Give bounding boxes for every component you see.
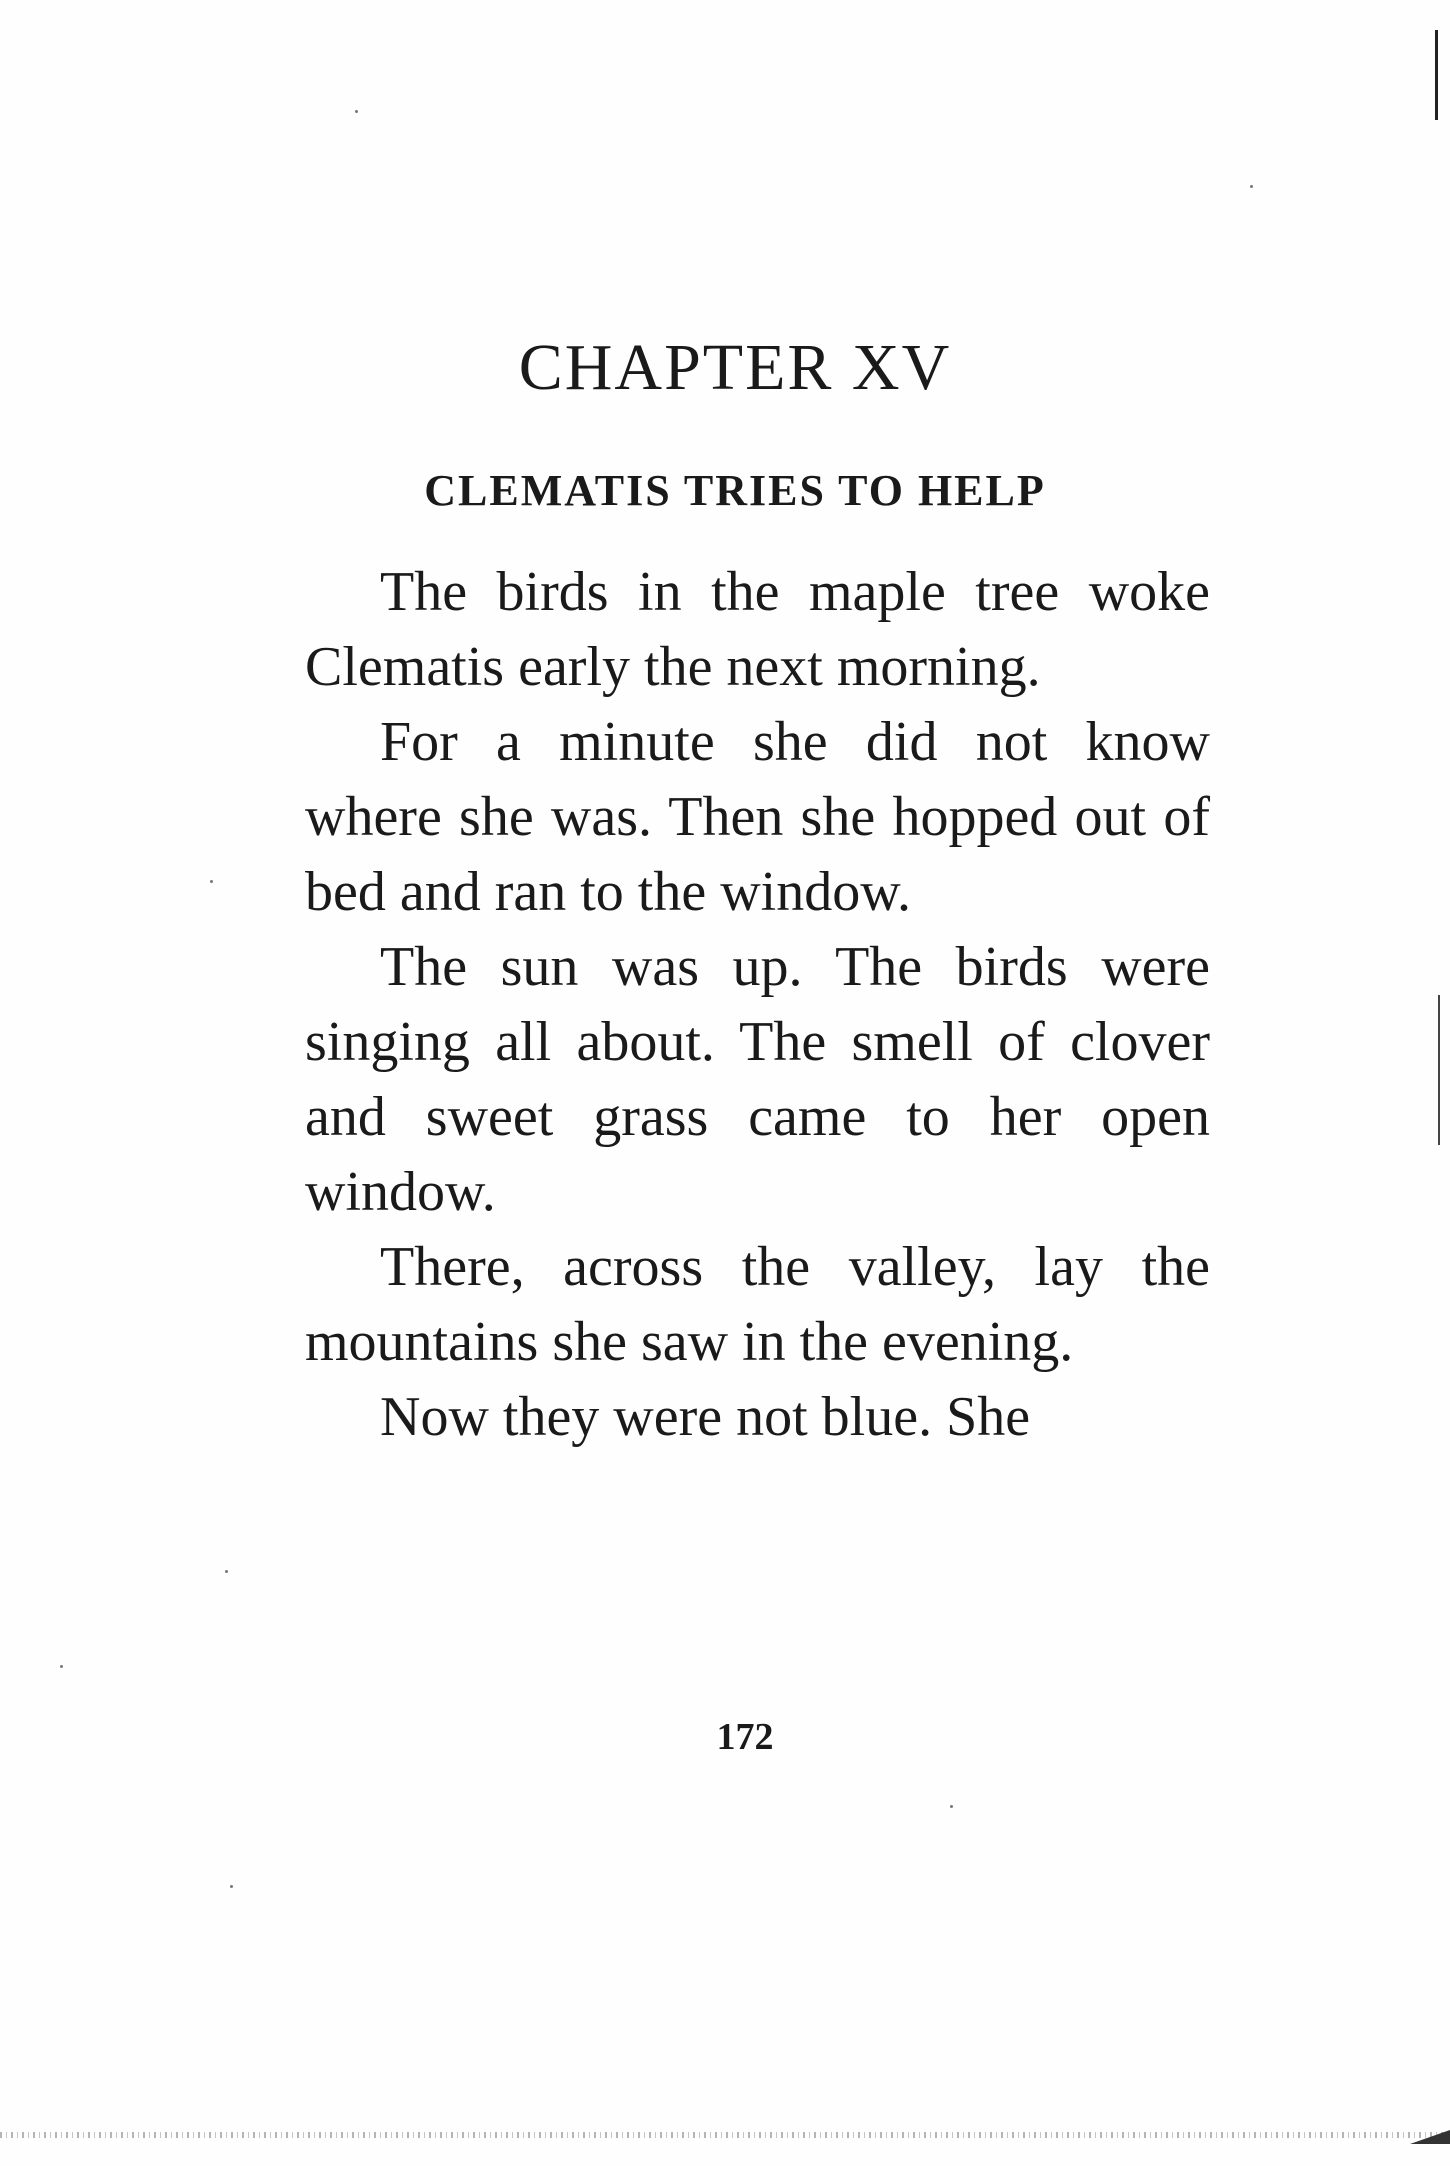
scan-footer-noise [0,2132,1450,2138]
paragraph: For a minute she did not know where she was. Then she hopped out of bed and ran to the window. [305,711,1210,923]
scan-speck [230,1885,233,1888]
scan-speck [60,1665,63,1668]
scan-edge-mark [1438,995,1440,1145]
scan-speck [210,880,213,883]
scan-speck [355,110,358,113]
chapter-title: CHAPTER XV [518,331,952,404]
scan-speck [950,1805,953,1808]
scan-speck [225,1570,228,1573]
page-number: 172 [716,1716,774,1758]
paragraph: The sun was up. The birds were singing all about. The smell of clover and sweet grass came to her open window. [305,936,1210,1223]
scan-speck [1250,185,1253,188]
paragraph: The birds in the maple tree woke Clematis early the next morning. [305,561,1210,698]
chapter-subtitle: CLEMATIS TRIES TO HELP [424,466,1046,515]
paragraph: There, across the valley, lay the mountains she saw in the evening. [305,1236,1210,1373]
body-text [305,555,1210,1455]
scan-edge-mark [1435,30,1438,120]
paragraph: Now they were not blue. She [380,1386,1031,1448]
